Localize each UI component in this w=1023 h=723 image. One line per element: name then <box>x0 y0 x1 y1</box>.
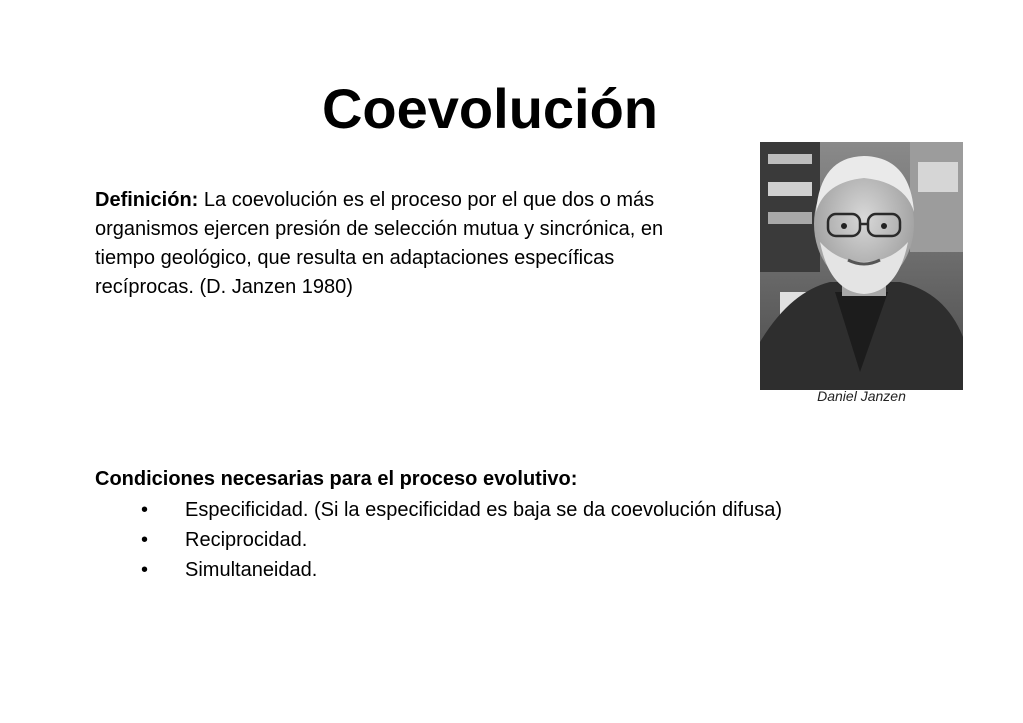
slide-title: Coevolución <box>321 77 659 140</box>
bullet: • <box>141 499 149 521</box>
list-item <box>95 525 782 555</box>
list-item <box>95 555 782 585</box>
photo-caption: Daniel Janzen <box>817 388 906 404</box>
list-item-text: Reciprocidad. <box>185 529 308 551</box>
bullet: • <box>141 559 149 581</box>
bullet: • <box>141 529 149 551</box>
conditions-heading: Condiciones necesarias para el proceso evolutivo: <box>95 468 578 490</box>
list-item <box>95 495 782 525</box>
conditions-list <box>95 495 782 585</box>
definition-term: Definición: <box>95 189 199 211</box>
list-item-text: Simultaneidad. <box>185 559 318 581</box>
definition-text: La coevolución es el proceso por el que dos o más organismos ejercen presión de selección mutua y sincrónica, en tiempo geológico, que resulta en adaptaciones específicas recíprocas. (D. Janzen 1980) <box>95 189 664 298</box>
portrait-photo <box>760 142 963 390</box>
definition-paragraph <box>95 186 715 302</box>
list-item-text: Especificidad. (Si la especificidad es baja se da coevolución difusa) <box>185 499 783 521</box>
